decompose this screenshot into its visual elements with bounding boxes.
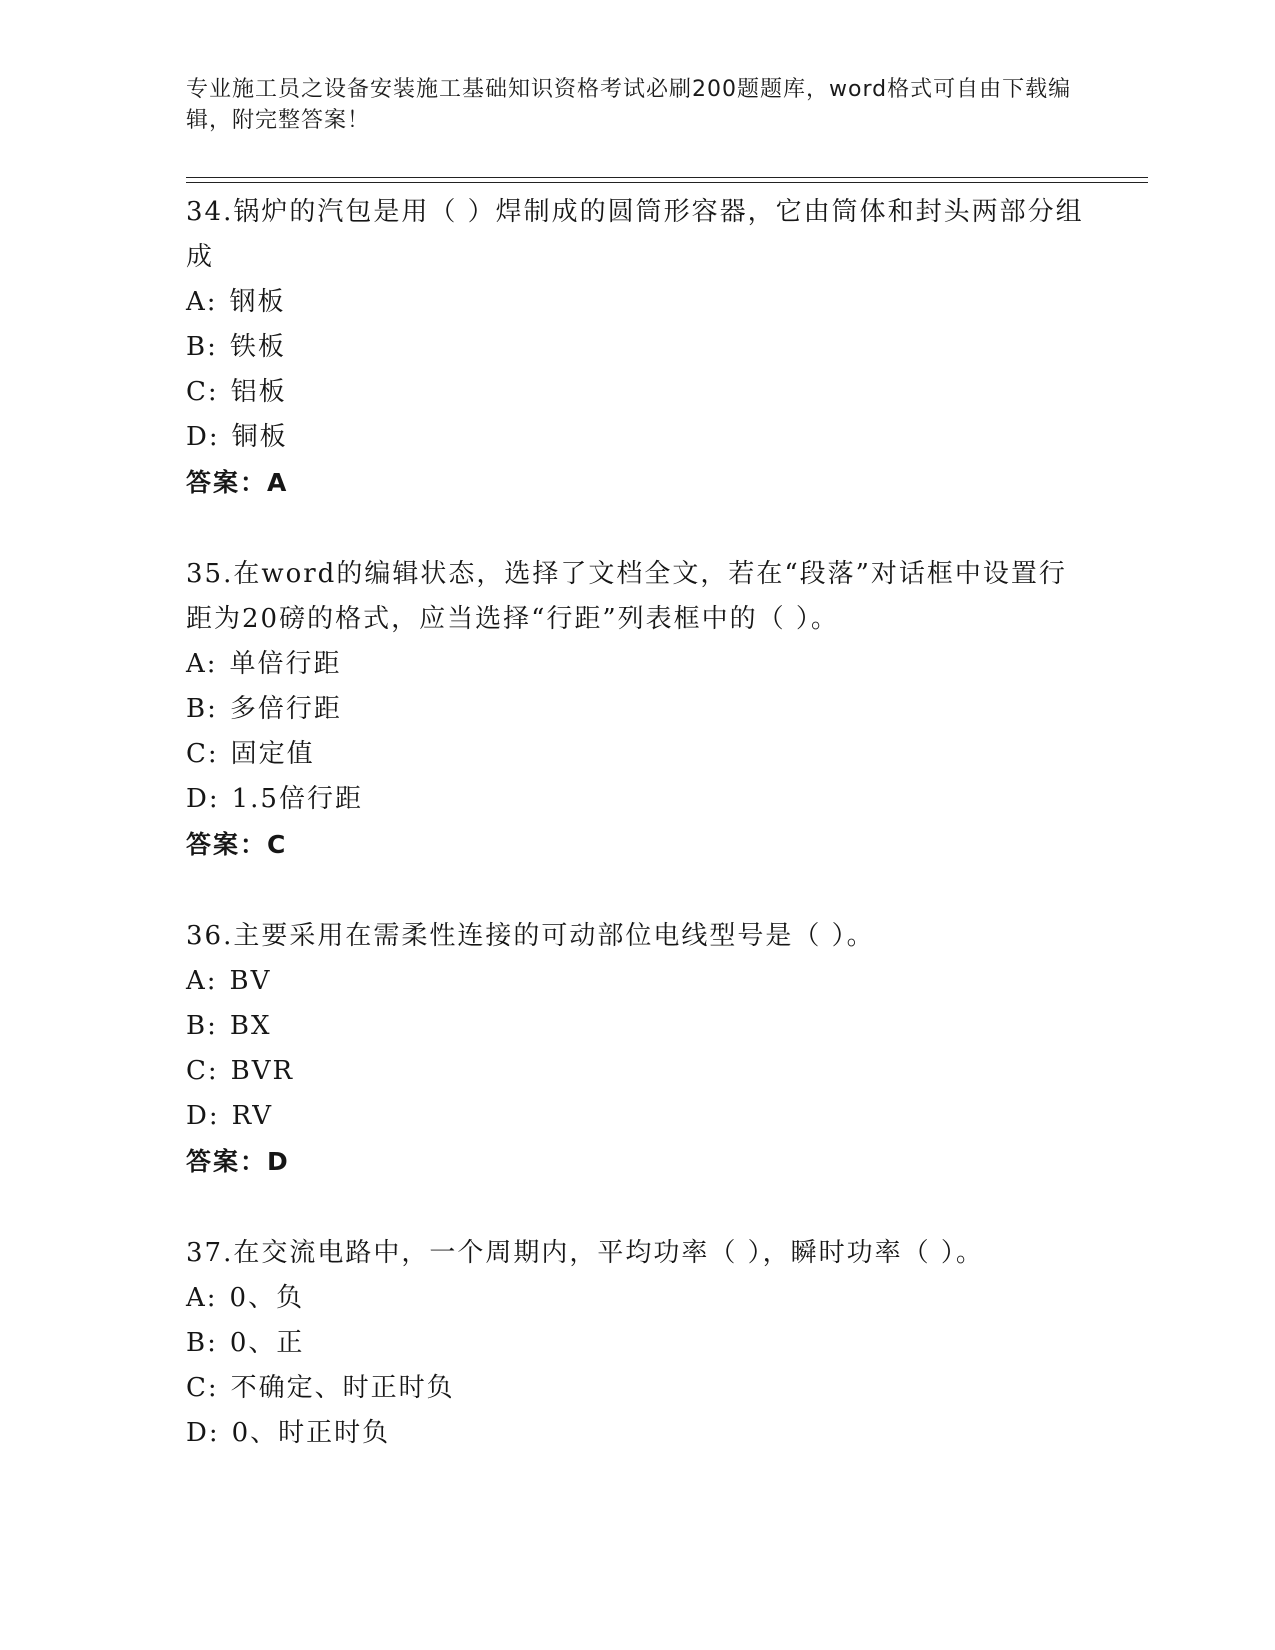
option-b (186, 1004, 1086, 1049)
question-text: 34.锅炉的汽包是用（ ）焊制成的圆筒形容器，它由筒体和封头两部分组成 (186, 197, 1084, 272)
option-value: 不确定、时正时负 (230, 1373, 455, 1403)
option-a (186, 642, 1086, 687)
option-value: 铁板 (229, 332, 286, 362)
option-label: B: (186, 1328, 218, 1358)
option-a (186, 280, 1086, 325)
option-d (186, 415, 1086, 460)
option-d (186, 777, 1086, 822)
option-value: 0、正 (229, 1328, 305, 1358)
option-value: BV (229, 966, 272, 996)
option-label: D: (186, 1101, 220, 1131)
option-b (186, 325, 1086, 370)
option-label: B: (186, 1011, 218, 1041)
answer-line: 答案：C (186, 830, 288, 859)
option-label: B: (186, 332, 218, 362)
option-value: 0、负 (229, 1283, 305, 1313)
option-value: 0、时正时负 (231, 1418, 391, 1448)
option-label: A: (186, 287, 218, 317)
option-d (186, 1411, 1086, 1456)
answer-line: 答案：A (186, 468, 289, 497)
option-label: C: (186, 1056, 219, 1086)
option-value: BVR (230, 1056, 295, 1086)
option-label: C: (186, 739, 219, 769)
question-text: 37.在交流电路中，一个周期内，平均功率（ ），瞬时功率（ ）。 (186, 1238, 984, 1268)
option-value: 铜板 (231, 422, 288, 452)
option-label: C: (186, 377, 219, 407)
option-c (186, 732, 1086, 777)
option-label: A: (186, 649, 218, 679)
answer-line: 答案：D (186, 1147, 290, 1176)
option-value: BX (229, 1011, 272, 1041)
question-list (186, 190, 1086, 1503)
option-label: A: (186, 1283, 218, 1313)
option-label: D: (186, 784, 220, 814)
option-label: B: (186, 694, 218, 724)
option-value: RV (231, 1101, 274, 1131)
option-label: A: (186, 966, 218, 996)
question-item (186, 552, 1086, 867)
option-value: 多倍行距 (229, 694, 342, 724)
option-value: 钢板 (229, 287, 286, 317)
question-item (186, 914, 1086, 1184)
option-b (186, 687, 1086, 732)
option-b (186, 1321, 1086, 1366)
header-rule-top (186, 177, 1148, 178)
option-a (186, 1276, 1086, 1321)
option-value: 铝板 (230, 377, 287, 407)
option-label: D: (186, 422, 220, 452)
question-text: 36.主要采用在需柔性连接的可动部位电线型号是（ ）。 (186, 921, 875, 951)
option-d (186, 1094, 1086, 1139)
option-value: 1.5倍行距 (231, 784, 363, 814)
option-c (186, 1366, 1086, 1411)
option-value: 固定值 (230, 739, 315, 769)
option-value: 单倍行距 (229, 649, 342, 679)
document-header: 专业施工员之设备安装施工基础知识资格考试必刷200题题库，word格式可自由下载编辑，附完整答案！ (186, 77, 1072, 133)
option-label: D: (186, 1418, 220, 1448)
option-c (186, 1049, 1086, 1094)
option-label: C: (186, 1373, 219, 1403)
question-item (186, 190, 1086, 505)
header-rule-bottom (186, 182, 1148, 183)
question-text: 35.在word的编辑状态，选择了文档全文，若在“段落”对话框中设置行距为20磅的格式，应当选择“行距”列表框中的（ ）。 (186, 559, 1067, 634)
question-item (186, 1231, 1086, 1456)
option-c (186, 370, 1086, 415)
option-a (186, 959, 1086, 1004)
